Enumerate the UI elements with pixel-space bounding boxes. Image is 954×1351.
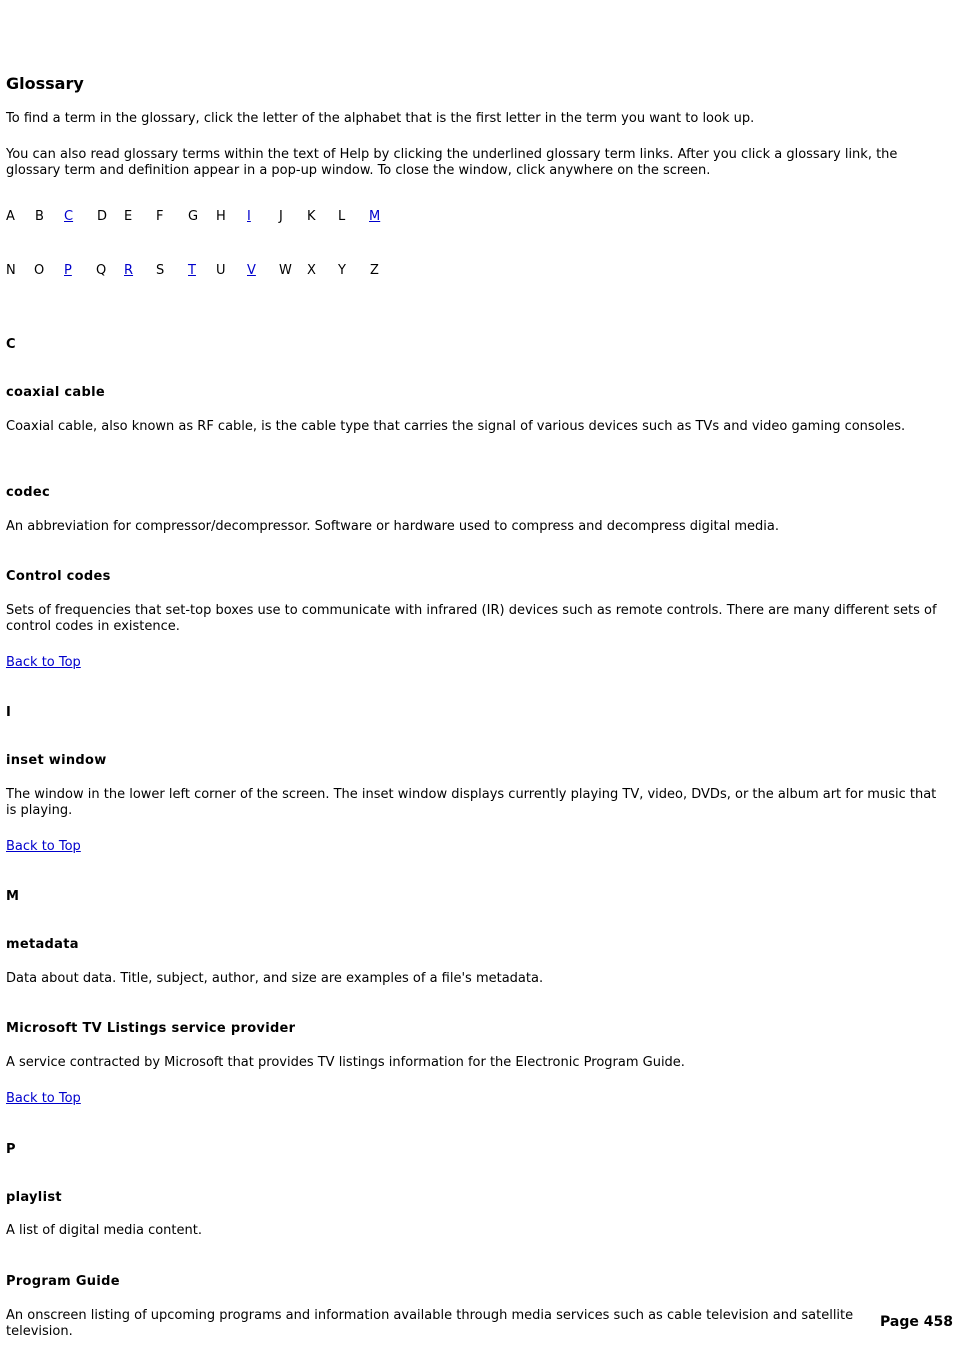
alpha-link-r[interactable]: R: [124, 263, 134, 278]
definition-microsoft-tv-listings: A service contracted by Microsoft that provides TV listings information for the Electronic Program Guide.: [6, 1055, 685, 1070]
definition-metadata: Data about data. Title, subject, author, and size are examples of a file's metadata.: [6, 971, 544, 986]
alpha-letter-n: N: [6, 263, 16, 278]
term-metadata: metadata: [6, 937, 79, 952]
alpha-letter-j: J: [279, 209, 283, 224]
term-microsoft-tv-listings: Microsoft TV Listings service provider: [6, 1021, 296, 1036]
section-heading-c: C: [6, 337, 16, 352]
term-playlist: playlist: [6, 1190, 62, 1205]
intro-paragraph-1: To find a term in the glossary, click the letter of the alphabet that is the first letter in the term you want to look up.: [6, 111, 755, 126]
definition-inset-window: The window in the lower left corner of the screen. The inset window displays currently playing TV, video, DVDs, or the album art for music that is playing.: [6, 787, 937, 818]
definition-playlist: A list of digital media content.: [6, 1223, 202, 1238]
section-heading-i: I: [6, 705, 11, 720]
term-program-guide: Program Guide: [6, 1274, 120, 1289]
term-inset-window: inset window: [6, 753, 107, 768]
term-coaxial-cable: coaxial cable: [6, 385, 105, 400]
alpha-link-v[interactable]: V: [247, 263, 256, 278]
back-to-top-link[interactable]: Back to Top: [6, 655, 81, 670]
definition-coaxial-cable: Coaxial cable, also known as RF cable, is the cable type that carries the signal of various devices such as TVs and video gaming consoles.: [6, 419, 906, 434]
back-to-top-link[interactable]: Back to Top: [6, 1091, 81, 1106]
alpha-letter-k: K: [307, 209, 316, 224]
alphabet-row-1: [0, 208, 420, 226]
alpha-letter-x: X: [307, 263, 316, 278]
term-control-codes: Control codes: [6, 569, 111, 584]
alpha-letter-q: Q: [96, 263, 107, 278]
alpha-letter-w: W: [279, 263, 292, 278]
term-codec: codec: [6, 485, 50, 500]
alpha-letter-o: O: [34, 263, 45, 278]
alpha-letter-y: Y: [338, 263, 346, 278]
alpha-letter-l: L: [338, 209, 346, 224]
definition-control-codes: Sets of frequencies that set-top boxes use to communicate with infrared (IR) devices such as remote controls. There are many different sets of control codes in existence.: [6, 603, 937, 634]
alpha-letter-d: D: [97, 209, 108, 224]
alpha-letter-f: F: [156, 209, 164, 224]
alpha-letter-z: Z: [370, 263, 379, 278]
alpha-letter-a: A: [6, 209, 15, 224]
definition-codec: An abbreviation for compressor/decompressor. Software or hardware used to compress and decompress digital media.: [6, 519, 779, 534]
page-title: Glossary: [6, 74, 84, 93]
alpha-letter-s: S: [156, 263, 165, 278]
alpha-link-c[interactable]: C: [64, 209, 74, 224]
alpha-link-t[interactable]: T: [188, 263, 196, 278]
section-heading-m: M: [6, 889, 19, 904]
definition-program-guide: An onscreen listing of upcoming programs and information available through media services such as cable television and satellite television.: [6, 1308, 854, 1339]
alphabet-row-2: [0, 262, 420, 280]
alpha-letter-b: B: [35, 209, 44, 224]
alpha-link-m[interactable]: M: [369, 209, 381, 224]
page-number: Page 458: [880, 1314, 953, 1330]
alpha-letter-g: G: [188, 209, 199, 224]
alpha-link-i[interactable]: I: [247, 209, 251, 224]
alpha-letter-e: E: [124, 209, 133, 224]
back-to-top-link[interactable]: Back to Top: [6, 839, 81, 854]
section-heading-p: P: [6, 1142, 16, 1157]
alpha-letter-u: U: [216, 263, 226, 278]
alpha-letter-h: H: [216, 209, 226, 224]
alpha-link-p[interactable]: P: [64, 263, 72, 278]
intro-paragraph-2: You can also read glossary terms within the text of Help by clicking the underlined glossary term links. After you click a glossary link, the glossary term and definition appear in a pop-up window. To close the window, click anywhere on the screen.: [6, 147, 898, 178]
